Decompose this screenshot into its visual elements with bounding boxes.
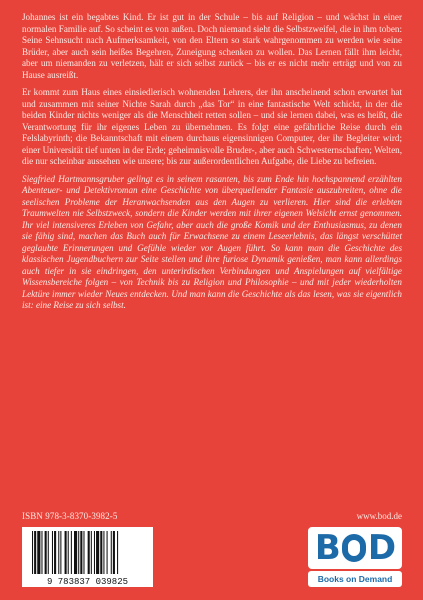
barcode-bar xyxy=(88,531,90,574)
barcode-bar xyxy=(103,531,104,574)
barcode-bar xyxy=(74,531,77,574)
barcode-bar xyxy=(45,531,47,574)
barcode-bar xyxy=(91,531,92,574)
website-link: www.bod.de xyxy=(356,511,402,521)
bod-letter-b: B xyxy=(314,528,340,568)
blurb-paragraph-1: Johannes ist ein begabtes Kind. Er ist gut in der Schule – bis auf Religion – und wächst in einer normalen Familie auf. So scheint es von außen. Doch niemand sieht die Selbstzweifel, die in ihm toben: Seine Sehnsucht nach Aufmerksamkeit, von den Eltern so stark wahrgenommen zu werden wie seine Brüder, aber auch sein heißes Begehren, Zuneigung schenken zu wollen. Das Lernen fällt ihm leicht, aber um niemanden zu verletzen, hält er sich selbst zurück – bis er es nicht mehr erträgt und von zu Hause ausreißt. xyxy=(22,12,402,80)
barcode-bar xyxy=(83,531,84,574)
barcode-bar xyxy=(96,531,99,574)
barcode-bar xyxy=(37,531,40,574)
barcode-bar xyxy=(80,531,82,574)
barcode-bar xyxy=(111,531,112,574)
barcode-bar xyxy=(94,531,95,574)
bod-letter-o-ring xyxy=(342,534,366,562)
barcode-bar xyxy=(52,531,53,574)
barcode-bar xyxy=(78,531,79,574)
barcode-bar xyxy=(58,531,59,574)
barcode xyxy=(22,527,153,587)
barcode-bar xyxy=(100,531,102,574)
barcode-bar xyxy=(48,531,49,574)
barcode-bar xyxy=(65,531,67,574)
barcode-bar xyxy=(60,531,61,574)
bod-logo-tagline: Books on Demand xyxy=(308,571,402,587)
blurb-paragraph-2: Er kommt zum Haus eines einsiedlerisch wohnenden Lehrers, der ihn anscheinend schon erwartet hat und zusammen mit seiner Nichte Sarah durch „das Tor“ in eine fantastische Welt schickt, in der die beiden Kinder nichts weniger als die Menschheit retten sollen – und sie lernen dabei, was es heißt, die Verantwortung für ihr eigenes Leben zu übernehmen. Es folgt eine gefährliche Reise durch ein Felslabyrinth; die Bekanntschaft mit einem durchaus eigensinnigen Computer, der ihr Begleiter wird; einer Universität tief unten in der Erde; geheimnisvolle Bruder-, aber auch Schwesternschaften; Welten, die nur scheinbar aussehen wie unsere; bis zur außerordentlichen Aufgabe, die Liebe zu befreien. xyxy=(22,87,402,166)
barcode-bar xyxy=(71,531,72,574)
cover-footer xyxy=(22,509,402,589)
isbn-label: ISBN 978-3-8370-3982-5 xyxy=(22,511,118,521)
barcode-graphic xyxy=(22,527,153,587)
bod-logo xyxy=(308,527,402,587)
barcode-bar xyxy=(113,531,115,574)
barcode-bar xyxy=(117,531,118,574)
bod-logo-letters xyxy=(308,527,402,569)
barcode-bar xyxy=(107,531,108,574)
barcode-bar xyxy=(32,531,33,574)
barcode-bar xyxy=(41,531,42,574)
barcode-bar xyxy=(34,531,36,574)
bod-letter-d: D xyxy=(367,528,396,568)
barcode-bar xyxy=(54,531,56,574)
barcode-bar xyxy=(68,531,69,574)
barcode-digits: 9 783837 039825 xyxy=(46,577,129,587)
blurb-review-paragraph: Siegfried Hartmannsgruber gelingt es in seinem rasanten, bis zum Ende hin hochspannend erzählten Abenteuer- und Detektivroman eine Geschichte von überquellender Fantasie auszubreiten, ohne die seelischen Probleme der Heranwachsenden aus den Augen zu verlieren. Hier sind die erlebten Traumwelten nie Selbstzweck, sondern die Kinder werden mit ihrer eigenen Welsicht ernst genommen. Ihr viel intensiveres Erleben von Gefahr, aber auch die große Komik und der Enthusiasmus, zu denen sie fähig sind, machen das Buch auch für Erwachsene zu einem Leseerlebnis, das längst verschüttet geglaubte Erinnerungen und Gefühle wieder vor Augen führt. So kann man die Geschichte des klassischen Jugendbuchern zur Seite stellen und ihre furiose Dynamik genießen, man kann allerdings auch tiefer in sie eindringen, den unterirdischen Verbindungen und Anspielungen auf vielfältige Wissensbereiche folgen – von Technik bis zu Religion und Philosophie – und mit jeder wiederholten Lektüre immer wieder Neues entdecken. Und man kann die Geschichte als das lesen, was sie eigentlich ist: eine Reise zu sich selbst. xyxy=(22,173,402,310)
